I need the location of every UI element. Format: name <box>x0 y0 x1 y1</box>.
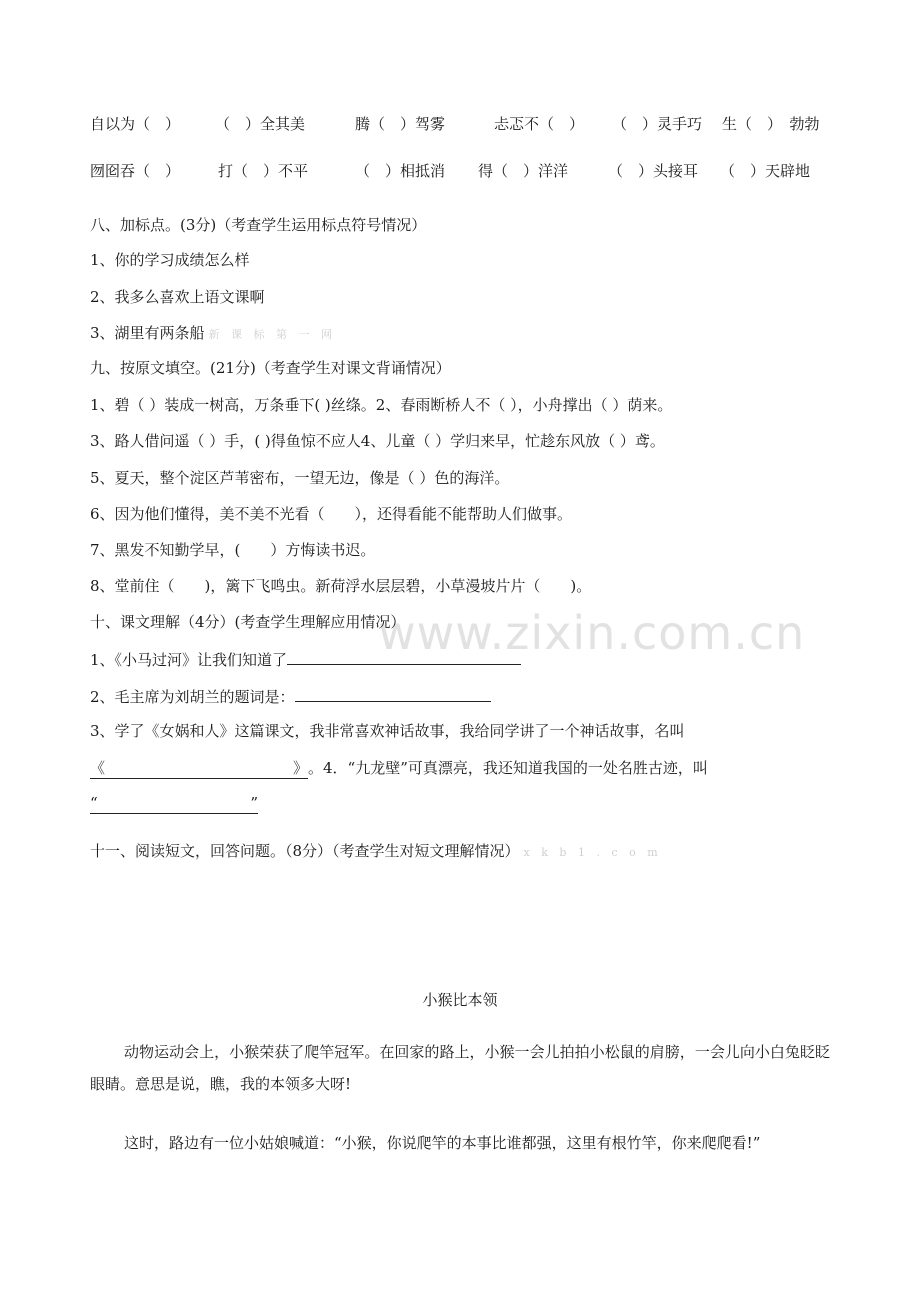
section-10-q4-text: 。4．“九龙壁”可真漂亮，我还知道我国的一处名胜古迹，叫 <box>308 759 708 777</box>
quote-open: “ <box>90 794 98 812</box>
section-8-title: 八、加标点。(3分)（考查学生运用标点符号情况） <box>90 216 427 234</box>
idiom-cell: （ ）头接耳 <box>608 162 699 180</box>
section-10-q3-q4 <box>90 758 708 779</box>
section-10-title: 十、课文理解（4分）(考查学生理解应用情况） <box>90 613 406 631</box>
section-9-item-2: 3、路人借问遥（ ）手，( )得鱼惊不应人4、儿童（ ）学归来早，忙趁东风放（ ）鸢。 <box>90 432 665 450</box>
quote-close: ” <box>250 794 258 812</box>
section-11-title-text: 十一、阅读短文，回答问题。（8分）（考查学生对短文理解情况） <box>90 842 520 860</box>
section-8-item-2: 2、我多么喜欢上语文课啊 <box>90 288 265 306</box>
section-8-item-3-text: 3、湖里有两条船 <box>90 324 205 342</box>
section-10-q1 <box>90 648 521 670</box>
watermark-small: x k b 1 . c o m <box>523 846 662 859</box>
section-11-title <box>90 841 662 863</box>
answer-blank[interactable] <box>90 793 258 814</box>
idiom-cell: （ ）灵手巧 <box>612 115 703 133</box>
watermark-small: 新 课 标 第 一 网 <box>208 328 337 341</box>
section-9-title: 九、按原文填空。(21分)（考查学生对课文背诵情况） <box>90 359 451 377</box>
watermark-large: www.zixin.com.cn <box>378 606 806 660</box>
section-10-q2 <box>90 685 491 707</box>
idiom-cell: 忐忑不（ ） <box>494 115 585 133</box>
story-title: 小猴比本领 <box>422 991 498 1009</box>
answer-blank[interactable] <box>295 685 491 702</box>
title-bracket-open: 《 <box>90 759 106 777</box>
section-9-item-3: 5、夏天，整个淀区芦苇密布，一望无边，像是（ ）色的海洋。 <box>90 469 510 487</box>
idiom-cell: 腾（ ）驾雾 <box>355 115 446 133</box>
section-10-q1-text: 1、《小马过河》让我们知道了 <box>90 651 288 669</box>
idiom-cell: （ ）全其美 <box>215 115 306 133</box>
idiom-cell: （ ）相抵消 <box>355 162 446 180</box>
section-9-item-4: 6、因为他们懂得，美不美不光看（ ），还得看能不能帮助人们做事。 <box>90 505 573 523</box>
idiom-cell: 自以为（ ） <box>90 115 181 133</box>
section-10-q2-text: 2、毛主席为刘胡兰的题词是： <box>90 688 295 706</box>
idiom-row-1 <box>90 113 830 135</box>
section-8-item-1: 1、你的学习成绩怎么样 <box>90 251 250 269</box>
idiom-row-2 <box>90 160 830 182</box>
idiom-cell: （ ）天辟地 <box>720 162 811 180</box>
story-paragraph-1: 动物运动会上，小猴荣获了爬竿冠军。在回家的路上，小猴一会儿拍拍小松鼠的肩膀，一会儿向小白兔眨眨眼睛。意思是说，瞧，我的本领多大呀! <box>90 1043 830 1093</box>
section-9-item-1: 1、碧（ ）装成一树高，万条垂下( )丝绦。2、春雨断桥人不（ ），小舟撑出（ ）荫来。 <box>90 396 673 414</box>
story-paragraph-2: 这时，路边有一位小姑娘喊道：“小猴，你说爬竿的本事比谁都强，这里有根竹竿，你来爬爬看!” <box>124 1134 761 1152</box>
section-9-item-6: 8、堂前住（ )，篱下飞鸣虫。新荷浮水层层碧，小草漫坡片片（ )。 <box>90 577 592 595</box>
idiom-cell: 打（ ）不平 <box>218 162 309 180</box>
section-10-q3: 3、学了《女娲和人》这篇课文，我非常喜欢神话故事，我给同学讲了一个神话故事，名叫 <box>90 722 685 740</box>
answer-blank[interactable] <box>90 758 308 779</box>
section-9-item-5: 7、黑发不知勤学早，( ）方悔读书迟。 <box>90 541 376 559</box>
section-8-item-3 <box>90 323 336 345</box>
idiom-cell: 生（ ） 勃勃 <box>722 115 820 133</box>
answer-blank[interactable] <box>287 648 521 665</box>
title-bracket-close: 》 <box>292 759 308 777</box>
idiom-cell: 囫囵吞（ ） <box>90 162 181 180</box>
section-10-q4-answer <box>90 793 258 814</box>
idiom-cell: 得（ ）洋洋 <box>478 162 569 180</box>
